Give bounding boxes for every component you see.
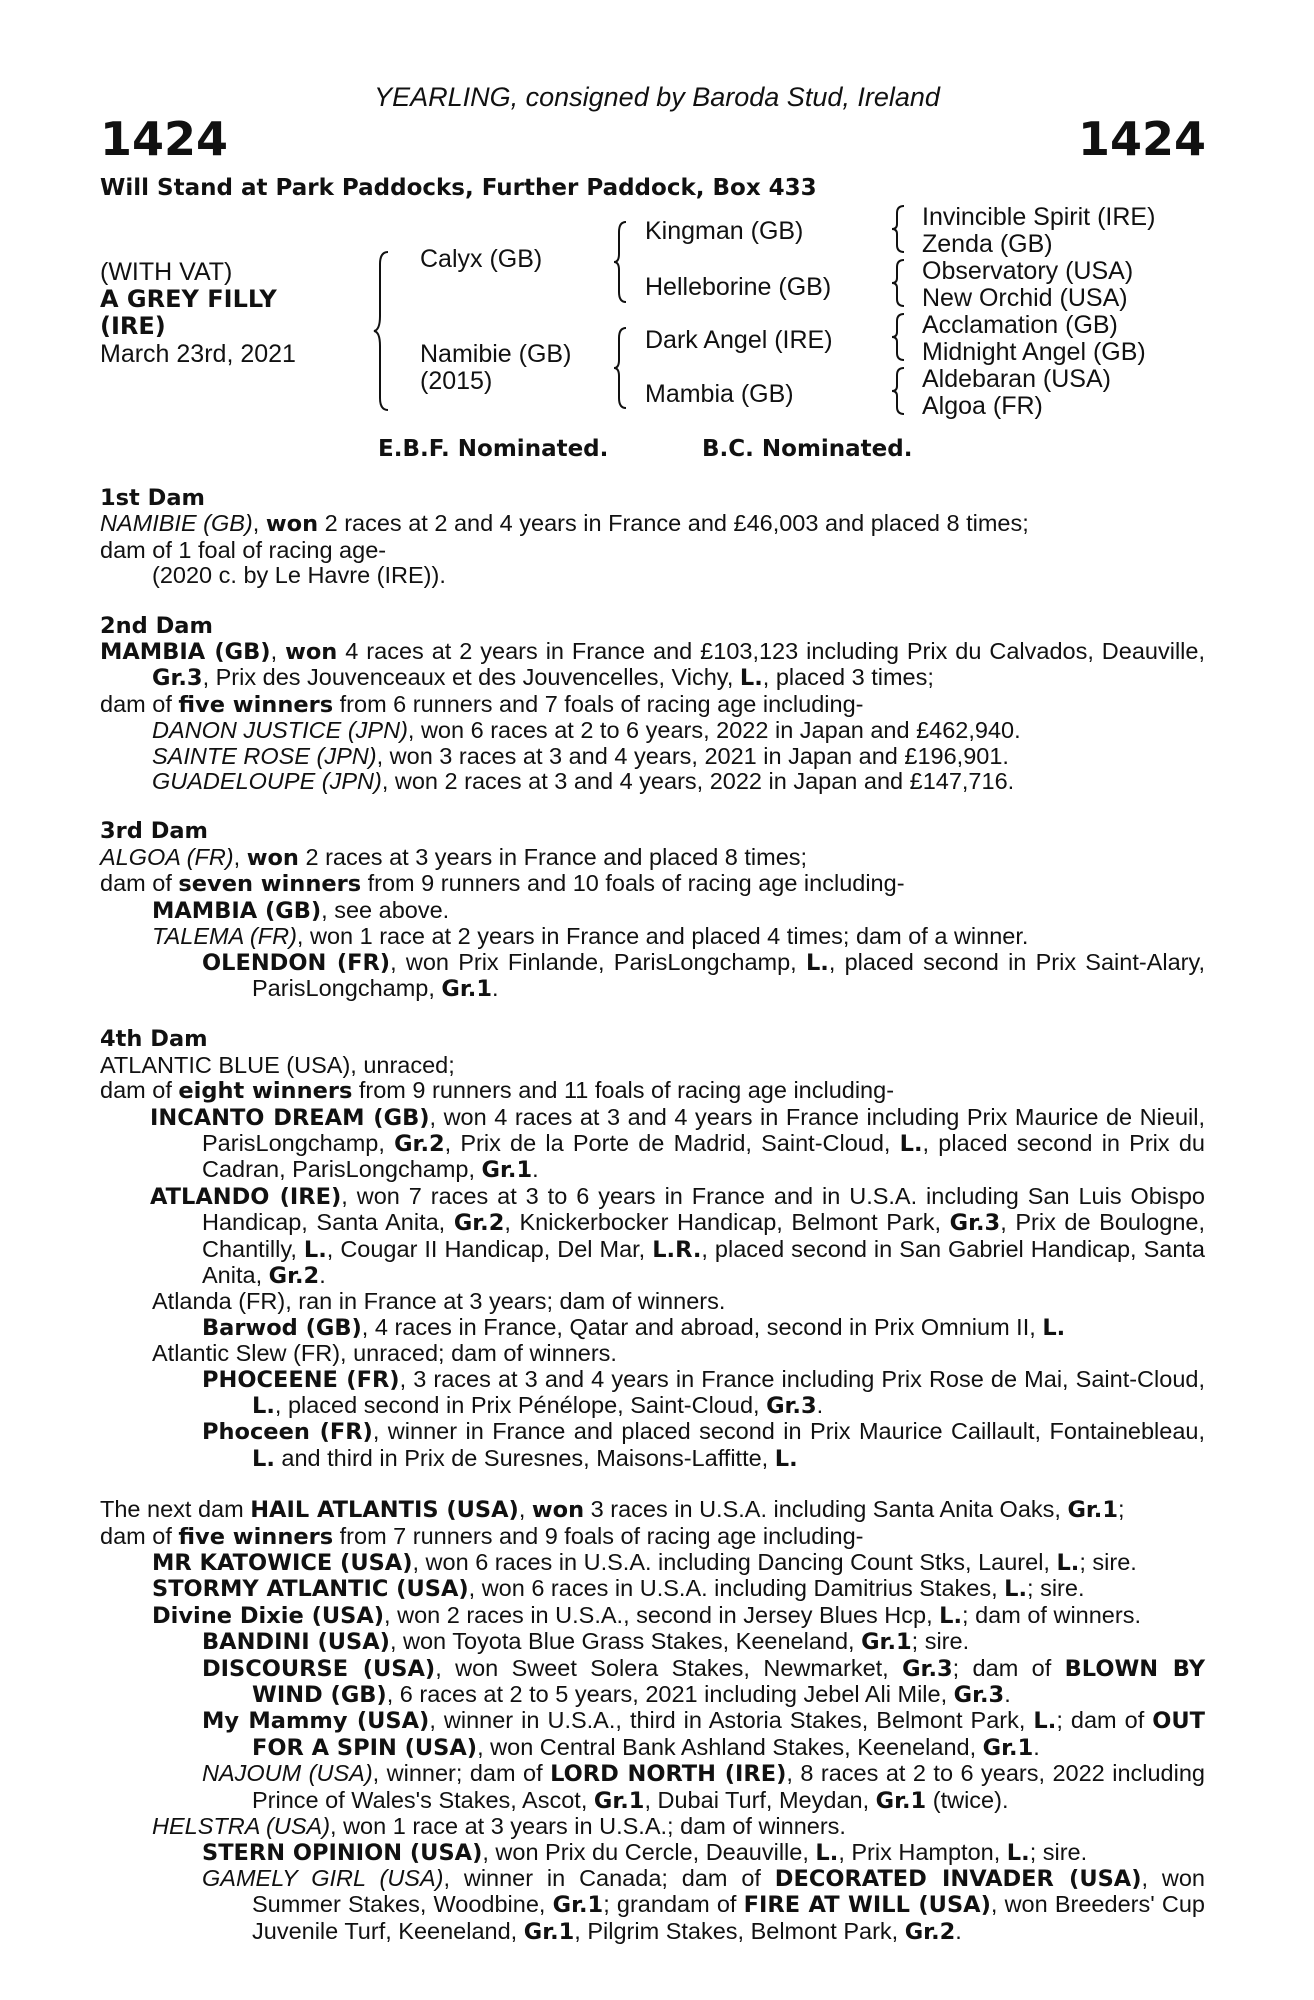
sire-dam: Helleborine (GB) xyxy=(645,273,832,301)
g-brace-2 xyxy=(890,258,908,308)
list-item: ATLANDO (IRE), won 7 races at 3 to 6 years in France and in U.S.A. including San Luis Obispo Handicap, Santa Anita, Gr.2, Knickerbocker Handicap, Belmont Park, Gr.3, Prix de Boulogne, Chantilly, L., Cougar II Handicap, Del Mar, L.R., placed second in San Gabriel Handicap, Santa Anita, Gr.2. xyxy=(150,1182,1205,1289)
dam-sire: Dark Angel (IRE) xyxy=(645,326,833,354)
second-dam-record: MAMBIA (GB), won 4 races at 2 years in France and £103,123 including Prix du Calvados, Deauville, Gr.3, Prix des Jouvenceaux et des Jouvencelles, Vichy, L., placed 3 times; xyxy=(100,638,1205,692)
list-item: PHOCEENE (FR), 3 races at 3 and 4 years in France including Prix Rose de Mai, Saint-Cloud, L., placed second in Prix Pénélope, Saint-Cloud, Gr.3. xyxy=(202,1365,1205,1419)
list-item: GUADELOUPE (JPN), won 2 races at 3 and 4 years, 2022 in Japan and £147,716. xyxy=(152,768,1015,795)
dam-year: (2015) xyxy=(420,367,493,395)
grandsire-line-4: New Orchid (USA) xyxy=(922,284,1128,312)
grandsire-line-8: Algoa (FR) xyxy=(922,392,1043,420)
sire: Calyx (GB) xyxy=(420,245,543,273)
stabling-location: Will Stand at Park Paddocks, Further Paddock, Box 433 xyxy=(100,175,817,201)
fourth-dam-record: ATLANTIC BLUE (USA), unraced; xyxy=(100,1051,455,1078)
produce-record xyxy=(100,486,1205,1945)
first-dam-record: NAMIBIE (GB), won 2 races at 2 and 4 years in France and £46,003 and placed 8 times; xyxy=(100,510,1029,538)
ebf-nomination: E.B.F. Nominated. xyxy=(378,436,609,462)
fourth-dam-produce: dam of eight winners from 9 runners and 11 foals of racing age including- xyxy=(100,1077,895,1105)
lot-number-left: 1424 xyxy=(100,112,229,166)
list-item: OLENDON (FR), won Prix Finlande, ParisLongchamp, L., placed second in Prix Saint-Alary, ParisLongchamp, Gr.1. xyxy=(202,948,1206,1002)
horse-name-line2: (IRE) xyxy=(100,312,166,340)
first-dam-foal: (2020 c. by Le Havre (IRE)). xyxy=(152,562,446,589)
list-item: Barwod (GB), 4 races in France, Qatar and abroad, second in Prix Omnium II, L. xyxy=(202,1313,1066,1341)
list-item: GAMELY GIRL (USA), winner in Canada; dam of DECORATED INVADER (USA), won Summer Stakes, Woodbine, Gr.1; grandam of FIRE AT WILL (USA), won Breeders' Cup Juvenile Turf, Keeneland, Gr.1, Pilgrim Stakes, Belmont Park, Gr.2. xyxy=(202,1864,1205,1945)
list-item: Atlanda (FR), ran in France at 3 years; dam of winners. xyxy=(152,1288,726,1315)
grandsire-line-1: Invincible Spirit (IRE) xyxy=(922,203,1156,231)
g-brace-1 xyxy=(890,204,908,254)
consignment-line: YEARLING, consigned by Baroda Stud, Ireland xyxy=(374,82,940,112)
list-item: My Mammy (USA), winner in U.S.A., third in Astoria Stakes, Belmont Park, L.; dam of OUT FOR A SPIN (USA), won Central Bank Ashland Stakes, Keeneland, Gr.1. xyxy=(202,1707,1206,1761)
list-item: INCANTO DREAM (GB), won 4 races at 3 and 4 years in France including Prix Maurice de Nieuil, ParisLongchamp, Gr.2, Prix de la Porte de Madrid, Saint-Cloud, L., placed second in Prix du Cadran, ParisLongchamp, Gr.1. xyxy=(150,1103,1205,1184)
third-dam-record: ALGOA (FR), won 2 races at 3 years in France and placed 8 times; xyxy=(100,843,808,871)
list-item: DISCOURSE (USA), won Sweet Solera Stakes, Newmarket, Gr.3; dam of BLOWN BY WIND (GB), 6 races at 2 to 5 years, 2021 including Jebel Ali Mile, Gr.3. xyxy=(202,1654,1205,1709)
list-item: MAMBIA (GB), see above. xyxy=(152,896,450,924)
first-dam-produce: dam of 1 foal of racing age- xyxy=(100,536,387,563)
second-dam-heading: 2nd Dam xyxy=(100,612,213,639)
list-item: STERN OPINION (USA), won Prix du Cercle, Deauville, L., Prix Hampton, L.; sire. xyxy=(202,1838,1088,1866)
list-item: STORMY ATLANTIC (USA), won 6 races in U.S.A. including Damitrius Stakes, L.; sire. xyxy=(152,1575,1085,1603)
list-item: SAINTE ROSE (JPN), won 3 races at 3 and 4 years, 2021 in Japan and £196,901. xyxy=(152,742,1009,769)
list-item: NAJOUM (USA), winner; dam of LORD NORTH (IRE), 8 races at 2 to 6 years, 2022 including Prince of Wales's Stakes, Ascot, Gr.1, Dubai Turf, Meydan, Gr.1 (twice). xyxy=(202,1760,1205,1814)
bc-nomination: B.C. Nominated. xyxy=(702,436,913,462)
dam-parents-brace xyxy=(612,326,630,410)
next-dam-record: The next dam HAIL ATLANTIS (USA), won 3 races in U.S.A. including Santa Anita Oaks, Gr.1; xyxy=(100,1496,1125,1524)
foaling-date: March 23rd, 2021 xyxy=(100,340,296,368)
grandsire-line-3: Observatory (USA) xyxy=(922,257,1134,285)
grandsire-line-7: Aldebaran (USA) xyxy=(922,365,1111,393)
horse-name-line1: A GREY FILLY xyxy=(100,285,277,313)
fourth-dam-heading: 4th Dam xyxy=(100,1026,208,1053)
list-item: BANDINI (USA), won Toyota Blue Grass Stakes, Keeneland, Gr.1; sire. xyxy=(202,1628,970,1656)
next-dam-produce: dam of five winners from 7 runners and 9 foals of racing age including- xyxy=(100,1522,864,1550)
sire-parents-brace xyxy=(612,220,630,304)
grandsire-line-2: Zenda (GB) xyxy=(922,230,1053,258)
grandsire-line-6: Midnight Angel (GB) xyxy=(922,338,1146,366)
third-dam-produce: dam of seven winners from 9 runners and 10 foals of racing age including- xyxy=(100,870,905,898)
dam-name: Namibie (GB) xyxy=(420,340,572,368)
list-item: MR KATOWICE (USA), won 6 races in U.S.A. including Dancing Count Stks, Laurel, L.; sire. xyxy=(152,1549,1137,1577)
third-dam-heading: 3rd Dam xyxy=(100,818,208,845)
vat-note: (WITH VAT) xyxy=(100,258,233,286)
list-item: DANON JUSTICE (JPN), won 6 races at 2 to 6 years, 2022 in Japan and £462,940. xyxy=(152,717,1021,744)
first-dam-heading: 1st Dam xyxy=(100,485,205,511)
list-item: Phoceen (FR), winner in France and placed second in Prix Maurice Caillault, Fontainebleau, L. and third in Prix de Suresnes, Maisons-Laffitte, L. xyxy=(202,1418,1205,1472)
list-item: Divine Dixie (USA), won 2 races in U.S.A., second in Jersey Blues Hcp, L.; dam of winners. xyxy=(152,1601,1141,1629)
grandsire-line-5: Acclamation (GB) xyxy=(922,311,1118,339)
sire-dam-brace xyxy=(372,250,392,412)
list-item: TALEMA (FR), won 1 race at 2 years in France and placed 4 times; dam of a winner. xyxy=(152,923,1029,950)
list-item: HELSTRA (USA), won 1 race at 3 years in U.S.A.; dam of winners. xyxy=(152,1813,846,1840)
dam-dam: Mambia (GB) xyxy=(645,380,794,408)
lot-number-right: 1424 xyxy=(1077,112,1206,166)
list-item: Atlantic Slew (FR), unraced; dam of winners. xyxy=(152,1340,617,1367)
g-brace-3 xyxy=(890,312,908,362)
g-brace-4 xyxy=(890,366,908,416)
sire-sire: Kingman (GB) xyxy=(645,217,804,245)
second-dam-produce: dam of five winners from 6 runners and 7 foals of racing age including- xyxy=(100,690,864,718)
